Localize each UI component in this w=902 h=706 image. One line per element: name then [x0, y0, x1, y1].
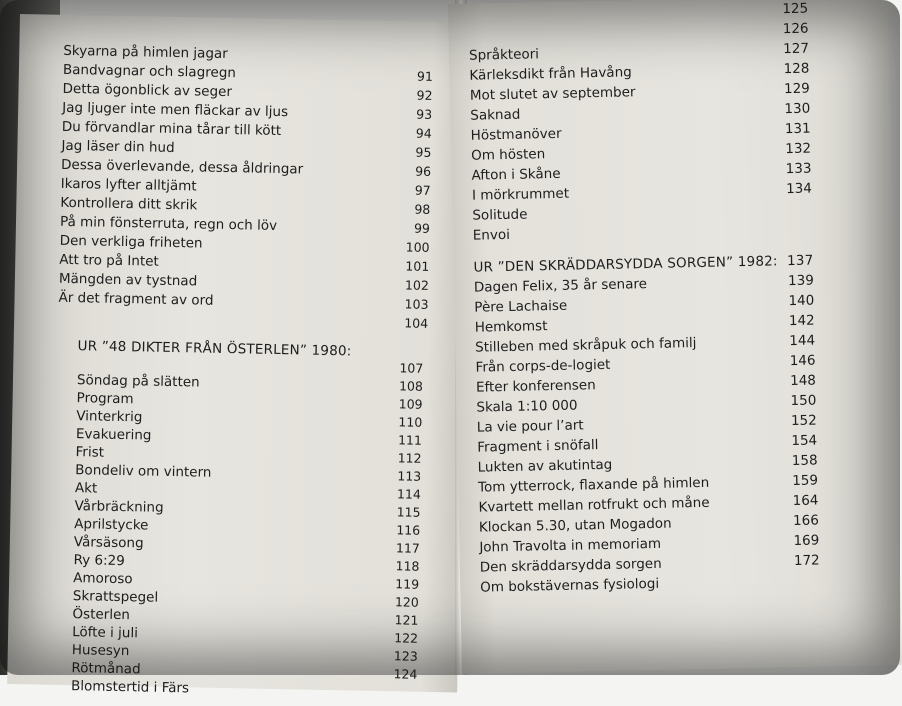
left-book-page [7, 14, 470, 693]
left-toc [20, 14, 470, 23]
right-book-page [448, 0, 902, 674]
right-toc [448, 0, 888, 4]
